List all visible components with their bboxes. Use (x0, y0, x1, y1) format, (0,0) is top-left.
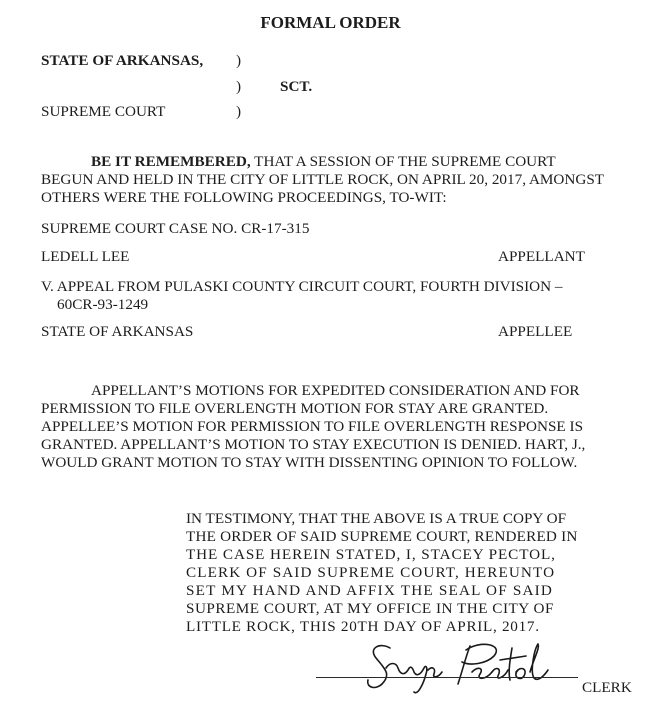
remember-lead: BE IT REMEMBERED, (91, 153, 251, 170)
appeal-line-2: 60CR-93-1249 (57, 296, 149, 313)
order-line-5: WOULD GRANT MOTION TO STAY WITH DISSENTING OPINION TO FOLLOW. (41, 454, 578, 471)
remember-line-1-rest: THAT A SESSION OF THE SUPREME COURT (250, 153, 556, 170)
caption-state: STATE OF ARKANSAS, (41, 52, 204, 69)
appellant-name: LEDELL LEE (41, 248, 130, 265)
caption-sct: SCT. (280, 78, 313, 95)
document-title: FORMAL ORDER (260, 13, 401, 32)
remember-line-3: OTHERS WERE THE FOLLOWING PROCEEDINGS, TO-WIT: (41, 189, 447, 206)
clerk-signature (362, 638, 582, 700)
testimony-line-6: SUPREME COURT, AT MY OFFICE IN THE CITY OF (186, 600, 554, 617)
testimony-line-3: THE CASE HEREIN STATED, I, STACEY PECTOL, (186, 546, 556, 563)
appellee-name: STATE OF ARKANSAS (41, 323, 194, 340)
caption-paren-3: ) (236, 103, 242, 120)
case-number: SUPREME COURT CASE NO. CR-17-315 (41, 220, 310, 237)
testimony-line-5: SET MY HAND AND AFFIX THE SEAL OF SAID (186, 582, 554, 599)
order-line-4: GRANTED. APPELLANT’S MOTION TO STAY EXECUTION IS DENIED. HART, J., (41, 436, 586, 453)
appeal-line-1: V. APPEAL FROM PULASKI COUNTY CIRCUIT COURT, FOURTH DIVISION – (41, 278, 563, 295)
testimony-line-4: CLERK OF SAID SUPREME COURT, HEREUNTO (186, 564, 556, 581)
remember-line-1 (91, 153, 556, 171)
order-line-3: APPELLEE’S MOTION FOR PERMISSION TO FILE OVERLENGTH RESPONSE IS (41, 418, 584, 435)
caption-paren-1: ) (236, 52, 242, 69)
remember-line-2: BEGUN AND HELD IN THE CITY OF LITTLE ROCK, ON APRIL 20, 2017, AMONGST (41, 171, 605, 188)
testimony-line-7: LITTLE ROCK, THIS 20TH DAY OF APRIL, 2017. (186, 618, 540, 635)
appellant-role: APPELLANT (498, 248, 585, 265)
testimony-line-2: THE ORDER OF SAID SUPREME COURT, RENDERED IN (186, 528, 578, 545)
caption-paren-2: ) (236, 78, 242, 95)
testimony-line-1: IN TESTIMONY, THAT THE ABOVE IS A TRUE COPY OF (186, 510, 567, 527)
order-line-1: APPELLANT’S MOTIONS FOR EXPEDITED CONSIDERATION AND FOR (91, 382, 580, 399)
appellee-role: APPELLEE (498, 323, 573, 340)
signature-line (316, 677, 578, 678)
order-line-2: PERMISSION TO FILE OVERLENGTH MOTION FOR STAY ARE GRANTED. (41, 400, 549, 417)
caption-court: SUPREME COURT (41, 103, 166, 120)
clerk-label: CLERK (582, 679, 632, 696)
